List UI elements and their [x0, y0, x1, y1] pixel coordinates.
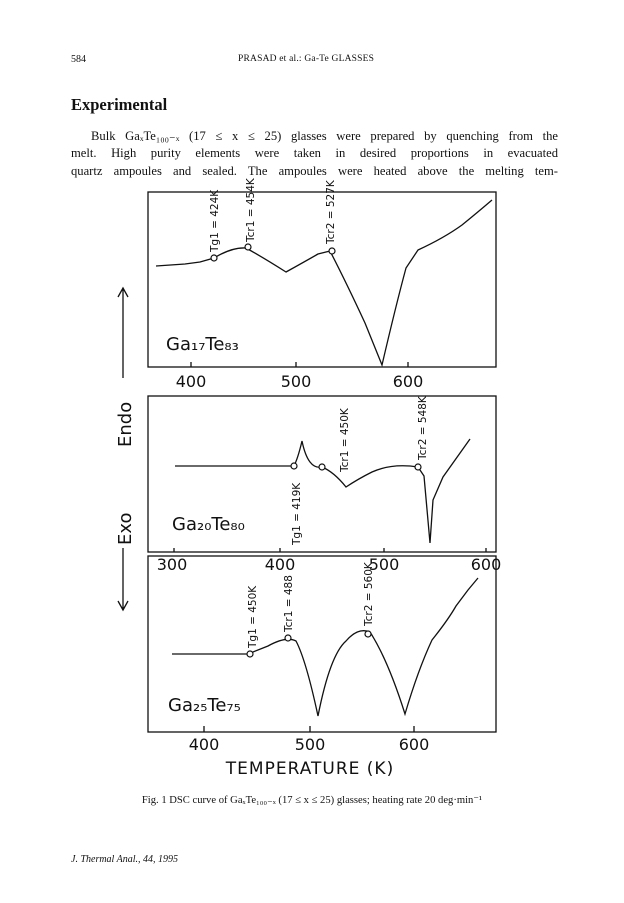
- tick-label: 300: [156, 555, 188, 574]
- panel-label-2: Ga₂₀Te₈₀: [172, 514, 245, 535]
- page-number: 584: [71, 54, 86, 65]
- section-title: Experimental: [71, 95, 168, 114]
- figure-caption: Fig. 1 DSC curve of GaₓTe₁₀₀₋ₓ (17 ≤ x ≤ 25) glasses; heating rate 20 deg·min⁻¹: [141, 795, 483, 806]
- annotation-tg1-1: Tg1 = 424K: [209, 189, 221, 252]
- tick-label: 500: [368, 555, 400, 574]
- annotation-tg1-2: Tg1 = 419K: [291, 482, 303, 545]
- tick-label: 500: [280, 372, 312, 391]
- tick-label: 400: [264, 555, 296, 574]
- paragraph-line: quartz ampoules and sealed. The ampoules were heated above the melting tem-: [71, 163, 558, 178]
- tick-label: 600: [392, 372, 424, 391]
- annotation-tcr2-1: Tcr2 = 527K: [325, 180, 337, 244]
- tg1-point-1: [211, 255, 217, 261]
- tcr2-point-3: [365, 631, 371, 637]
- tcr1-point-3: [285, 635, 291, 641]
- tcr1-point-1: [245, 244, 251, 250]
- journal-footer: J. Thermal Anal., 44, 1995: [71, 854, 179, 865]
- tick-label: 400: [188, 735, 220, 754]
- annotation-tcr1-2: Tcr1 = 450K: [339, 408, 351, 472]
- endo-arrow: [118, 288, 128, 378]
- tg1-point-3: [247, 651, 253, 657]
- tick-label: 600: [398, 735, 430, 754]
- annotation-tcr2-3: Tcr2 = 560K: [363, 562, 375, 626]
- panel-label-1: Ga₁₇Te₈₃: [166, 334, 239, 355]
- tick-label: 400: [175, 372, 207, 391]
- exo-arrow: [118, 548, 128, 610]
- tick-label: 500: [294, 735, 326, 754]
- tg1-point-2: [291, 463, 297, 469]
- tcr1-point-2: [319, 464, 325, 470]
- tcr2-point-2: [415, 464, 421, 470]
- paragraph-line: melt. High purity elements were taken in desired proportions in evacuated: [71, 146, 558, 161]
- panel-label-3: Ga₂₅Te₇₅: [168, 695, 241, 716]
- tcr2-point-1: [329, 248, 335, 254]
- annotation-tcr1-1: Tcr1 = 454K: [245, 178, 257, 242]
- tick-label: 600: [470, 555, 502, 574]
- running-head: PRASAD et al.: Ga-Te GLASSES: [238, 54, 375, 64]
- annotation-tg1-3: Tg1 = 450K: [247, 585, 259, 648]
- exo-label: Exo: [115, 512, 136, 545]
- annotation-tcr1-3: Tcr1 = 488: [283, 575, 295, 632]
- paragraph-line: Bulk GaₓTe₁₀₀₋ₓ (17 ≤ x ≤ 25) glasses were prepared by quenching from the: [91, 129, 558, 143]
- endo-label: Endo: [115, 401, 136, 447]
- annotation-tcr2-2: Tcr2 = 548K: [417, 396, 429, 460]
- x-axis-title: TEMPERATURE (K): [225, 759, 395, 779]
